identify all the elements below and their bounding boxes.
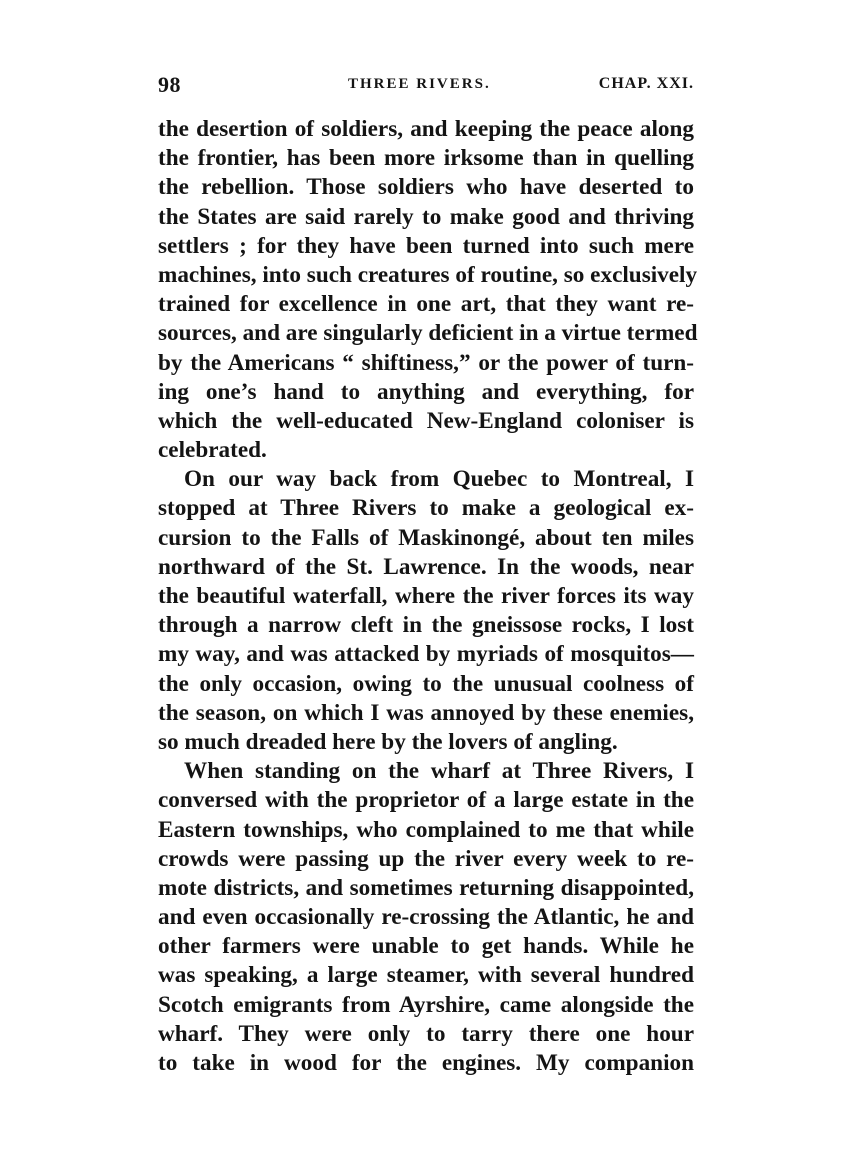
text-line: which the well-educated New-England coloniser is	[158, 407, 694, 434]
text-line: the season, on which I was annoyed by these enemies,	[158, 699, 694, 726]
text-line: the desertion of soldiers, and keeping the peace along	[158, 116, 694, 142]
chapter-reference: CHAP. XXI.	[598, 75, 694, 92]
text-line: my way, and was attacked by myriads of mosquitos—	[158, 641, 694, 668]
text-line: other farmers were unable to get hands. While he	[158, 933, 694, 960]
text-line: the beautiful waterfall, where the river forces its way	[158, 583, 694, 609]
text-line: so much dreaded here by the lovers of angling.	[158, 728, 618, 755]
paragraph-1	[158, 115, 698, 465]
text-line: through a narrow cleft in the gneissose rocks, I lost	[158, 612, 694, 639]
text-line: by the Americans “ shiftiness,” or the power of turn-	[158, 349, 694, 376]
text-line: northward of the St. Lawrence. In the woods, near	[158, 553, 694, 580]
text-line: Scotch emigrants from Ayrshire, came alongside the	[158, 991, 694, 1018]
paragraph-2	[158, 465, 694, 757]
text-line: trained for excellence in one art, that they want re-	[158, 291, 694, 318]
text-line: On our way back from Quebec to Montreal, I	[184, 466, 694, 493]
text-line: the only occasion, owing to the unusual coolness of	[158, 670, 694, 697]
page-number: 98	[158, 72, 181, 97]
text-line: crowds were passing up the river every week to re-	[158, 845, 694, 872]
text-line: ing one’s hand to anything and everything, for	[158, 378, 694, 405]
text-line: and even occasionally re-crossing the Atlantic, he and	[158, 904, 694, 931]
running-title: THREE RIVERS.	[348, 76, 491, 92]
text-line: cursion to the Falls of Maskinongé, about ten miles	[158, 524, 694, 551]
running-head	[158, 72, 694, 102]
text-line: the States are said rarely to make good and thriving	[158, 203, 694, 230]
paragraph-3	[158, 757, 694, 1078]
text-line: conversed with the proprietor of a large estate in the	[158, 787, 694, 814]
text-line: wharf. They were only to tarry there one hour	[158, 1020, 694, 1047]
text-line: the rebellion. Those soldiers who have deserted to	[158, 174, 694, 201]
body-text	[158, 115, 698, 1078]
text-line: to take in wood for the engines. My companion	[158, 1050, 694, 1076]
text-line: sources, and are singularly deficient in a virtue termed	[158, 320, 698, 347]
text-line: settlers ; for they have been turned into such mere	[158, 232, 694, 259]
text-line: When standing on the wharf at Three Rivers, I	[184, 758, 694, 785]
text-line: mote districts, and sometimes returning disappointed,	[158, 874, 694, 901]
text-line: stopped at Three Rivers to make a geological ex-	[158, 495, 694, 522]
text-line: machines, into such creatures of routine, so exclusively	[158, 261, 698, 288]
text-line: Eastern townships, who complained to me that while	[158, 816, 694, 843]
text-line: was speaking, a large steamer, with several hundred	[158, 962, 694, 989]
text-line: celebrated.	[158, 437, 267, 464]
text-line: the frontier, has been more irksome than in quelling	[158, 145, 694, 172]
